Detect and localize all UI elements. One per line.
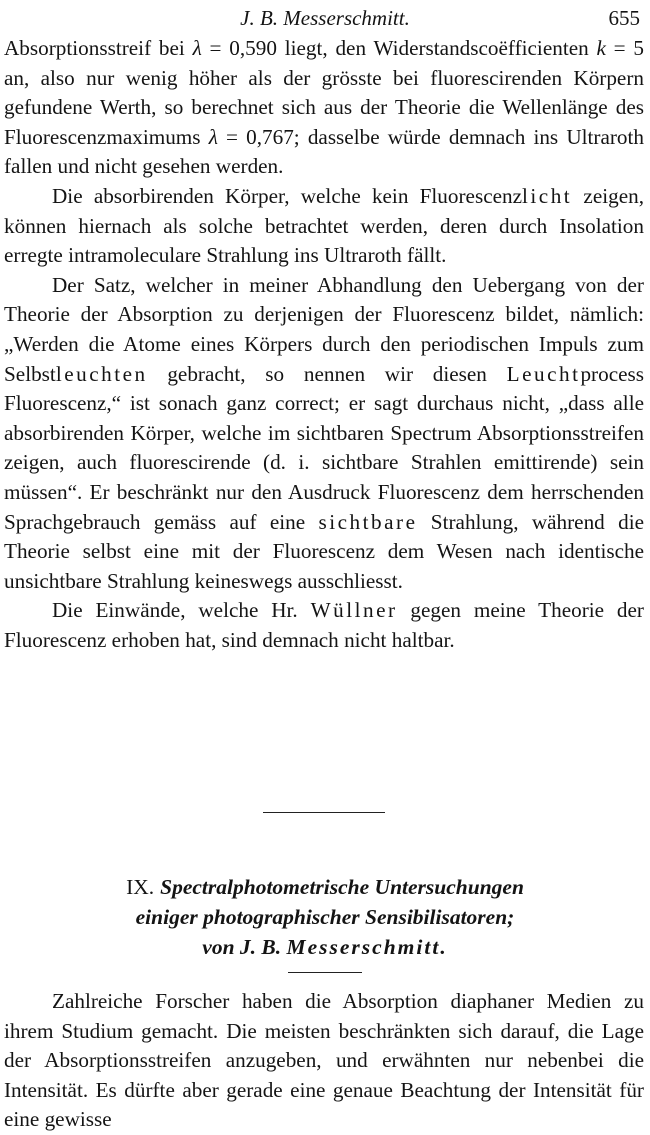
paragraph-3: Der Satz, welcher in meiner Abhandlung den Uebergang von der Theorie der Absorption zu derjenigen der Fluorescenz bildet, nämlich: „Werden die Atome eines Körpers durch den periodischen Impuls zum Selbstleuchten gebracht, so nennen wir diesen Leuchtprocess Fluorescenz,“ ist sonach ganz correct; er sagt durchaus nicht, „dass alle absorbirenden Körper, welche im sichtbaren Spectrum Absorptionsstreifen zeigen, auch fluorescirende (d. i. sichtbare Strahlen emittirende) sein müssen“. Er beschränkt nur den Ausdruck Fluorescenz dem herrschenden Sprachgebrauch gemäss auf eine sichtbare Strahlung, während die Theorie selbst eine mit der Fluorescenz dem Wesen nach identische unsichtbare Strahlung keineswegs ausschliesst. bbox=[4, 272, 644, 593]
article-title bbox=[0, 872, 650, 962]
lambda-symbol: λ bbox=[208, 124, 218, 149]
k-symbol: k bbox=[596, 36, 606, 60]
title-line-2: einiger photographischer Sensibilisatoren; bbox=[135, 905, 515, 929]
title-divider bbox=[288, 972, 362, 973]
paragraph-5: Zahlreiche Forscher haben die Absorption diaphaner Medien zu ihrem Studium gemacht. Die meisten beschränkten sich darauf, die Lage der Absorptionsstreifen anzugeben, und erwähnten nur nebenbei die Intensität. Es dürfte aber gerade eine genaue Beachtung der Intensität für eine gewisse bbox=[4, 989, 644, 1132]
spaced-word: leuchten bbox=[55, 361, 148, 386]
paragraph-1: Absorptionsstreif bei λ = 0,590 liegt, den Widerstandscoëfficienten k = 5 an, also nur wenig höher als der grösste bei fluorescirenden Körpern gefundene Werth, so berechnet sich aus der Theorie die Wellenlänge des Fluorescenzmaximums λ = 0,767; dasselbe würde demnach ins Ultraroth fallen und nicht gesehen werden. bbox=[4, 36, 644, 179]
lambda-symbol: λ bbox=[192, 36, 202, 60]
paragraph-4: Die Einwände, welche Hr. Wüllner gegen meine Theorie der Fluorescenz erhoben hat, sind demnach nicht haltbar. bbox=[4, 598, 644, 652]
paragraph-2: Die absorbirenden Körper, welche kein Fluorescenzlicht zeigen, können hiernach als solche betrachtet werden, deren durch Insolation erregte intramoleculare Strahlung ins Ultraroth fällt. bbox=[4, 183, 644, 268]
section-divider bbox=[263, 812, 385, 813]
title-line-1: IX. Spectralphotometrische Untersuchungen bbox=[126, 875, 524, 899]
page-header bbox=[0, 4, 650, 30]
author-name: Messerschmitt. bbox=[286, 935, 448, 959]
title-author-line: von J. B. Messerschmitt. bbox=[202, 935, 448, 959]
spaced-word: Leucht bbox=[506, 361, 581, 386]
spaced-word: sichtbare bbox=[318, 509, 418, 534]
article-body bbox=[4, 987, 644, 1135]
spaced-name: Wüllner bbox=[310, 598, 398, 623]
continued-text bbox=[4, 34, 644, 655]
article-number: IX. bbox=[126, 875, 155, 899]
page-number: 655 bbox=[608, 6, 640, 30]
running-head: J. B. Messerschmitt. bbox=[240, 6, 410, 30]
spaced-word: licht bbox=[522, 183, 573, 208]
